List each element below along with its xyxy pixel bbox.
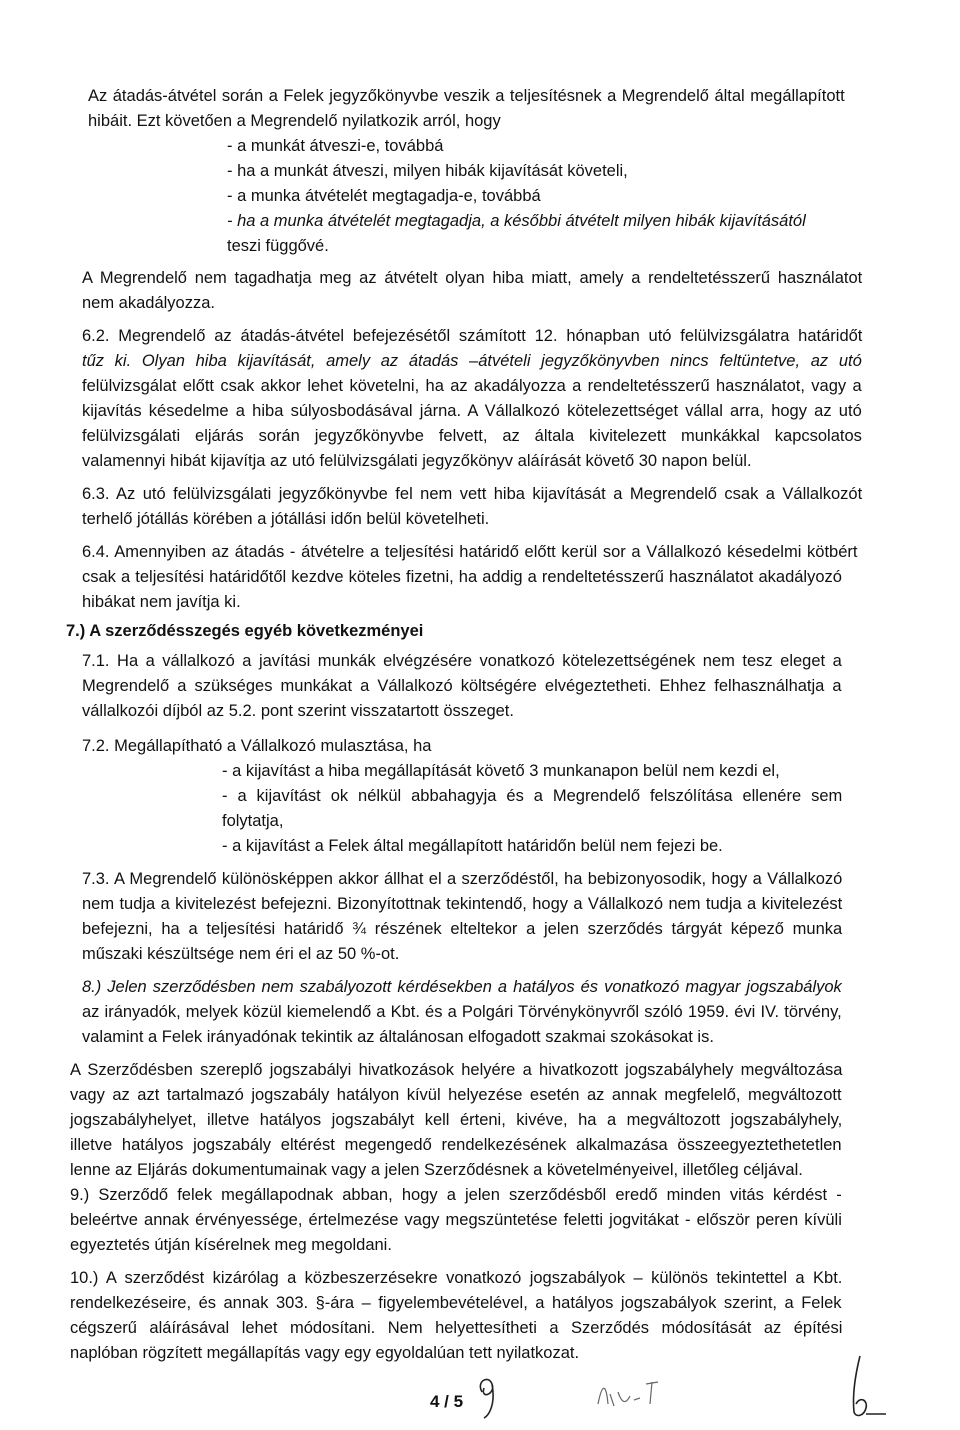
text-line: 8.) Jelen szerződésben nem szabályozott kérdésekben a hatályos és vonatkozó magyar jogszabályok xyxy=(82,978,842,996)
text-line: tűz ki. Olyan hiba kijavítását, amely az átadás –átvételi jegyzőkönyvben nincs feltüntetve, az utó xyxy=(82,352,862,370)
text-line: hibáit. Ezt követően a Megrendelő nyilatkozik arról, hogy xyxy=(88,112,501,130)
text-line: 10.) A szerződést kizárólag a közbeszerzésekre vonatkozó jogszabályok – különös tekintettel a Kbt. xyxy=(70,1269,843,1287)
text-line: nem akadályozza. xyxy=(82,294,215,312)
text-line: beleértve annak érvényessége, értelmezése vagy megszüntetése feletti jogvitákat - először peren kívüli xyxy=(70,1211,842,1229)
text-line: - a munkát átveszi-e, továbbá xyxy=(227,137,444,155)
text-line: - a munka átvételét megtagadja-e, továbbá xyxy=(227,187,541,205)
text-line: illetve hatályos jogszabály eltérést megengedő rendelkezésének alkalmazása összeegyeztethetetlen xyxy=(70,1136,842,1154)
page-number: 4 / 5 xyxy=(430,1392,464,1411)
text-line: valamennyi hibát kijavítja az utó felülvizsgálati jegyzőkönyv aláírását követő 30 napon belül. xyxy=(82,452,752,470)
text-line: - ha a munkát átveszi, milyen hibák kijavítását követeli, xyxy=(227,162,628,180)
text-line: - a kijavítást a Felek által megállapított határidőn belül nem fejezi be. xyxy=(222,837,723,855)
text-line: 7.1. Ha a vállalkozó a javítási munkák elvégzésére vonatkozó kötelezettségének nem tesz eleget a xyxy=(82,652,842,670)
text-line: 7.3. A Megrendelő különösképpen akkor állhat el a szerződéstől, ha bebizonyosodik, hogy a Vállalkozó xyxy=(82,870,843,888)
text-line: az irányadók, melyek közül kiemelendő a Kbt. és a Polgári Törvénykönyvről szóló 1959. évi IV. törvény, xyxy=(82,1003,842,1021)
text-line: - a kijavítást a hiba megállapítását követő 3 munkanapon belül nem kezdi el, xyxy=(222,762,780,780)
text-line: 9.) Szerződő felek megállapodnak abban, hogy a jelen szerződésből eredő minden vitás kérdést - xyxy=(70,1186,842,1204)
text-line: egyeztetés útján kísérelnek meg megoldani. xyxy=(70,1236,392,1254)
text-line: jogszabályhelyet, illetve hatályos jogszabályt kell érteni, kivéve, ha a megváltozott jogszabályhely, xyxy=(70,1111,843,1129)
text-line: - a kijavítást ok nélkül abbahagyja és a Megrendelő felszólítása ellenére sem xyxy=(222,787,843,805)
initials-signature-2 xyxy=(594,1374,674,1414)
text-line: Az átadás-átvétel során a Felek jegyzőkönyvbe veszik a teljesítésnek a Megrendelő által megállapított xyxy=(88,87,845,105)
section-heading: 7.) A szerződésszegés egyéb következményei xyxy=(66,622,424,640)
text-line: vagy az azt tartalmazó jogszabály hatályon kívül helyezése esetén az annak megfelelő, megváltozott xyxy=(70,1086,842,1104)
text-line: naplóban rögzített megállapítás vagy egy egyoldalúan tett nyilatkozat. xyxy=(70,1344,580,1362)
text-line: nem tudja a kivitelezést befejezni. Bizonyítottnak tekintendő, hogy a Vállalkozó nem tudja a kivitelezést xyxy=(82,895,843,913)
text-line: A Szerződésben szereplő jogszabályi hivatkozások helyére a hivatkozott jogszabályhely megváltozása xyxy=(70,1061,843,1079)
text-line: lenne az Eljárás dokumentumainak vagy a jelen Szerződésnek a követelményeivel, illetőleg céljával. xyxy=(70,1161,803,1179)
text-line: 7.2. Megállapítható a Vállalkozó mulasztása, ha xyxy=(82,737,432,755)
text-line: befejezni, ha a teljesítési határidő ¾ részének eltelte​kor a jelen szerződés tárgyát képező munka xyxy=(82,920,843,938)
text-line: valamint a Felek irányadónak tekintik az általánosan elfogadott szakmai szokásokat is. xyxy=(82,1028,714,1046)
initials-signature-1 xyxy=(470,1370,515,1420)
text-line: felülvizsgálat előtt csak akkor lehet követelni, ha az akadályozza a rendeltetésszerű használatot, vagy a xyxy=(82,377,862,395)
text-line: felülvizsgálati eljárás során jegyzőkönyvbe felvett, az általa kivitelezett munkákkal kapcsolatos xyxy=(82,427,862,445)
text-line: vállalkozói díjból az 5.2. pont szerint visszatartott összeget. xyxy=(82,702,514,720)
text-line: 6.3. Az utó felülvizsgálati jegyzőkönyvbe fel nem vett hiba kijavítását a Megrendelő csak a Vállalkozót xyxy=(82,485,863,503)
text-line: Megrendelő a szükséges munkákat a Vállalkozó költségére elvégeztetheti. Ehhez felhasználhatja a xyxy=(82,677,842,695)
text-line: terhelő jótállás körében a jótállási időn belül követelheti. xyxy=(82,510,490,528)
text-line: hibákat nem javítja ki. xyxy=(82,593,241,611)
text-line: A Megrendelő nem tagadhatja meg az átvételt olyan hiba miatt, amely a rendeltetésszerű használatot xyxy=(82,269,863,287)
text-line: csak a teljesítési határidőtől kezdve köteles fizetni, ha addig a rendeltetésszerű használatot akadályozó xyxy=(82,568,842,586)
text-line: 6.2. Megrendelő az átadás-átvétel befejezésétől számított 12. hónapban utó felülvizsgálatra határidőt xyxy=(82,327,863,345)
initials-signature-3 xyxy=(842,1352,892,1422)
text-line: műszaki készültsége nem éri el az 50 %-ot. xyxy=(82,945,400,963)
text-line: 6.4. Amennyiben az átadás - átvételre a teljesítési határidő előtt kerül sor a Vállalkozó késedelmi kötbért xyxy=(82,543,858,561)
text-line: rendelkezéseire, és annak 303. §-ára – figyelembevételével, a hatályos jogszabályok szerint, a Felek xyxy=(70,1294,842,1312)
text-line: cégszerű aláírásával lehet módosítani. Nem helyettesítheti a Szerződés módosítását az építési xyxy=(70,1319,843,1337)
text-line: teszi függővé. xyxy=(227,237,329,255)
text-line: - ha a munka átvételét megtagadja, a későbbi átvételt milyen hibák kijavításától xyxy=(227,212,806,230)
text-line: folytatja, xyxy=(222,812,284,830)
text-line: kijavítás késedelme a hiba súlyosbodásával járna. A Vállalkozó kötelezettséget vállal arra, hogy az utó xyxy=(82,402,862,420)
